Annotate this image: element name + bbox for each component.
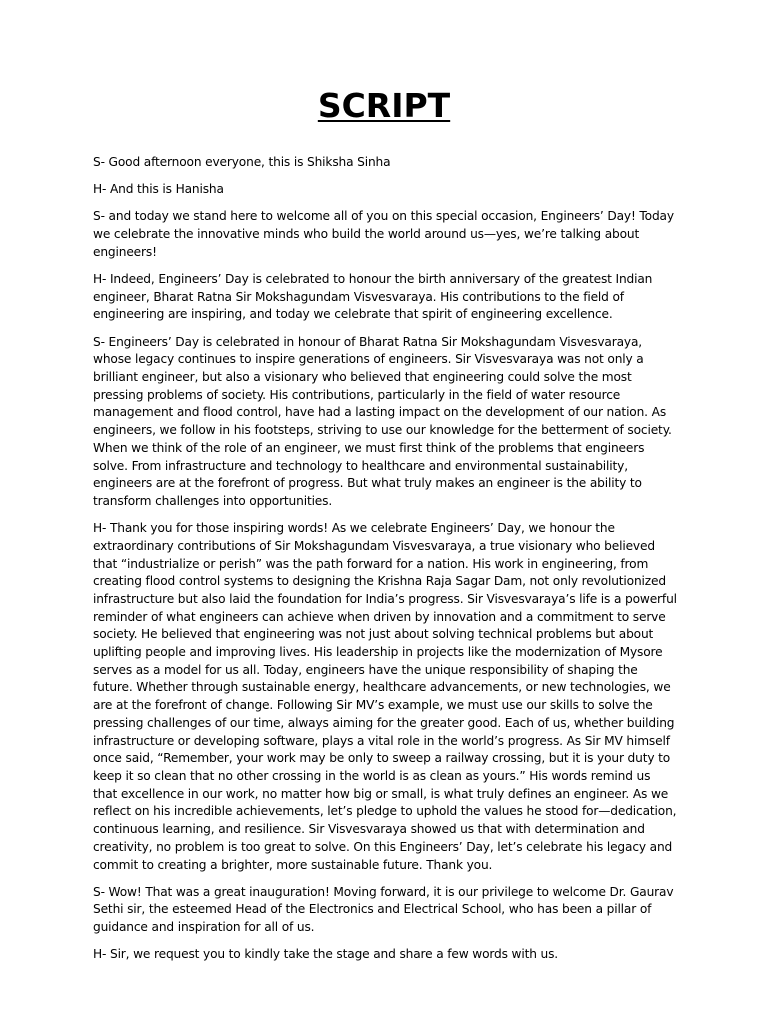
paragraph-welcome-guest: S- Wow! That was a great inauguration! Moving forward, it is our privilege to welcome Dr. Gaurav Sethi sir, the esteemed Head of the Electronics and Electrical School, who has been a pillar of guidance and inspiration for all of us. bbox=[93, 884, 674, 935]
paragraph-thank-you-speech: H- Thank you for those inspiring words! As we celebrate Engineers’ Day, we honour the extraordinary contributions of Sir Mokshagundam Visvesvaraya, a true visionary who believed that “industrialize or perish” was the path forward for a nation. His work in engineering, from creating flood control systems to designing the Krishna Raja Sagar Dam, not only revolutionized infrastructure but also laid the foundation for India’s progress. Sir Visvesvaraya’s life is a powerful reminder of what engineers can achieve when driven by innovation and a commitment to serve society. He believed that engineering was not just about solving technical problems but about uplifting people and improving lives. His leadership in projects like the modernization of Mysore serves as a model for us all. Today, engineers have the unique responsibility of shaping the future. Whether through sustainable energy, healthcare advancements, or new technologies, we are at the forefront of change. Following Sir MV’s example, we must use our skills to solve the pressing challenges of our time, always aiming for the greater good. Each of us, whether building infrastructure or developing software, plays a vital role in the world’s progress. As Sir MV himself once said, “Remember, your work may be only to sweep a railway crossing, but it is your duty to keep it so clean that no other crossing in the world is as clean as yours.” His words remind us that excellence in our work, no matter how big or small, is what truly defines an engineer. As we reflect on his incredible achievements, let’s pledge to uphold the values he stood for—dedication, continuous learning, and resilience. Sir Visvesvaraya showed us that with determination and creativity, no problem is too great to solve. On this Engineers’ Day, let’s celebrate his legacy and commit to creating a brighter, more sustainable future. Thank you. bbox=[93, 521, 677, 872]
document-title bbox=[0, 84, 768, 128]
paragraph-request-stage: H- Sir, we request you to kindly take the stage and share a few words with us. bbox=[93, 947, 559, 962]
document-title-text: SCRIPT bbox=[317, 86, 451, 125]
document-body bbox=[93, 154, 678, 974]
paragraph-honour: H- Indeed, Engineers’ Day is celebrated to honour the birth anniversary of the greatest Indian engineer, Bharat Ratna Sir Mokshagundam Visvesvaraya. His contributions to the field of engineering are inspiring, and today we celebrate that spirit of engineering excellence. bbox=[93, 272, 653, 322]
paragraph-welcome: S- and today we stand here to welcome all of you on this special occasion, Engineers’ Day! Today we celebrate the innovative minds who build the world around us—yes, we’re talking about engineers! bbox=[93, 209, 674, 259]
paragraph-greeting-shiksha: S- Good afternoon everyone, this is Shiksha Sinha bbox=[93, 155, 391, 169]
paragraph-greeting-hanisha: H- And this is Hanisha bbox=[93, 182, 224, 197]
paragraph-legacy: S- Engineers’ Day is celebrated in honour of Bharat Ratna Sir Mokshagundam Visvesvaraya, whose legacy continues to inspire generations of engineers. Sir Visvesvaraya was not only a brilliant engineer, but also a visionary who believed that engineering could solve the most pressing problems of society. His contributions, particularly in the field of water resource management and flood control, have had a lasting impact on the development of our nation. As engineers, we follow in his footsteps, striving to use our knowledge for the betterment of society. When we think of the role of an engineer, we must first think of the problems that engineers solve. From infrastructure and technology to healthcare and environmental sustainability, engineers are at the forefront of progress. But what truly makes an engineer is the ability to transform challenges into opportunities. bbox=[93, 334, 672, 508]
